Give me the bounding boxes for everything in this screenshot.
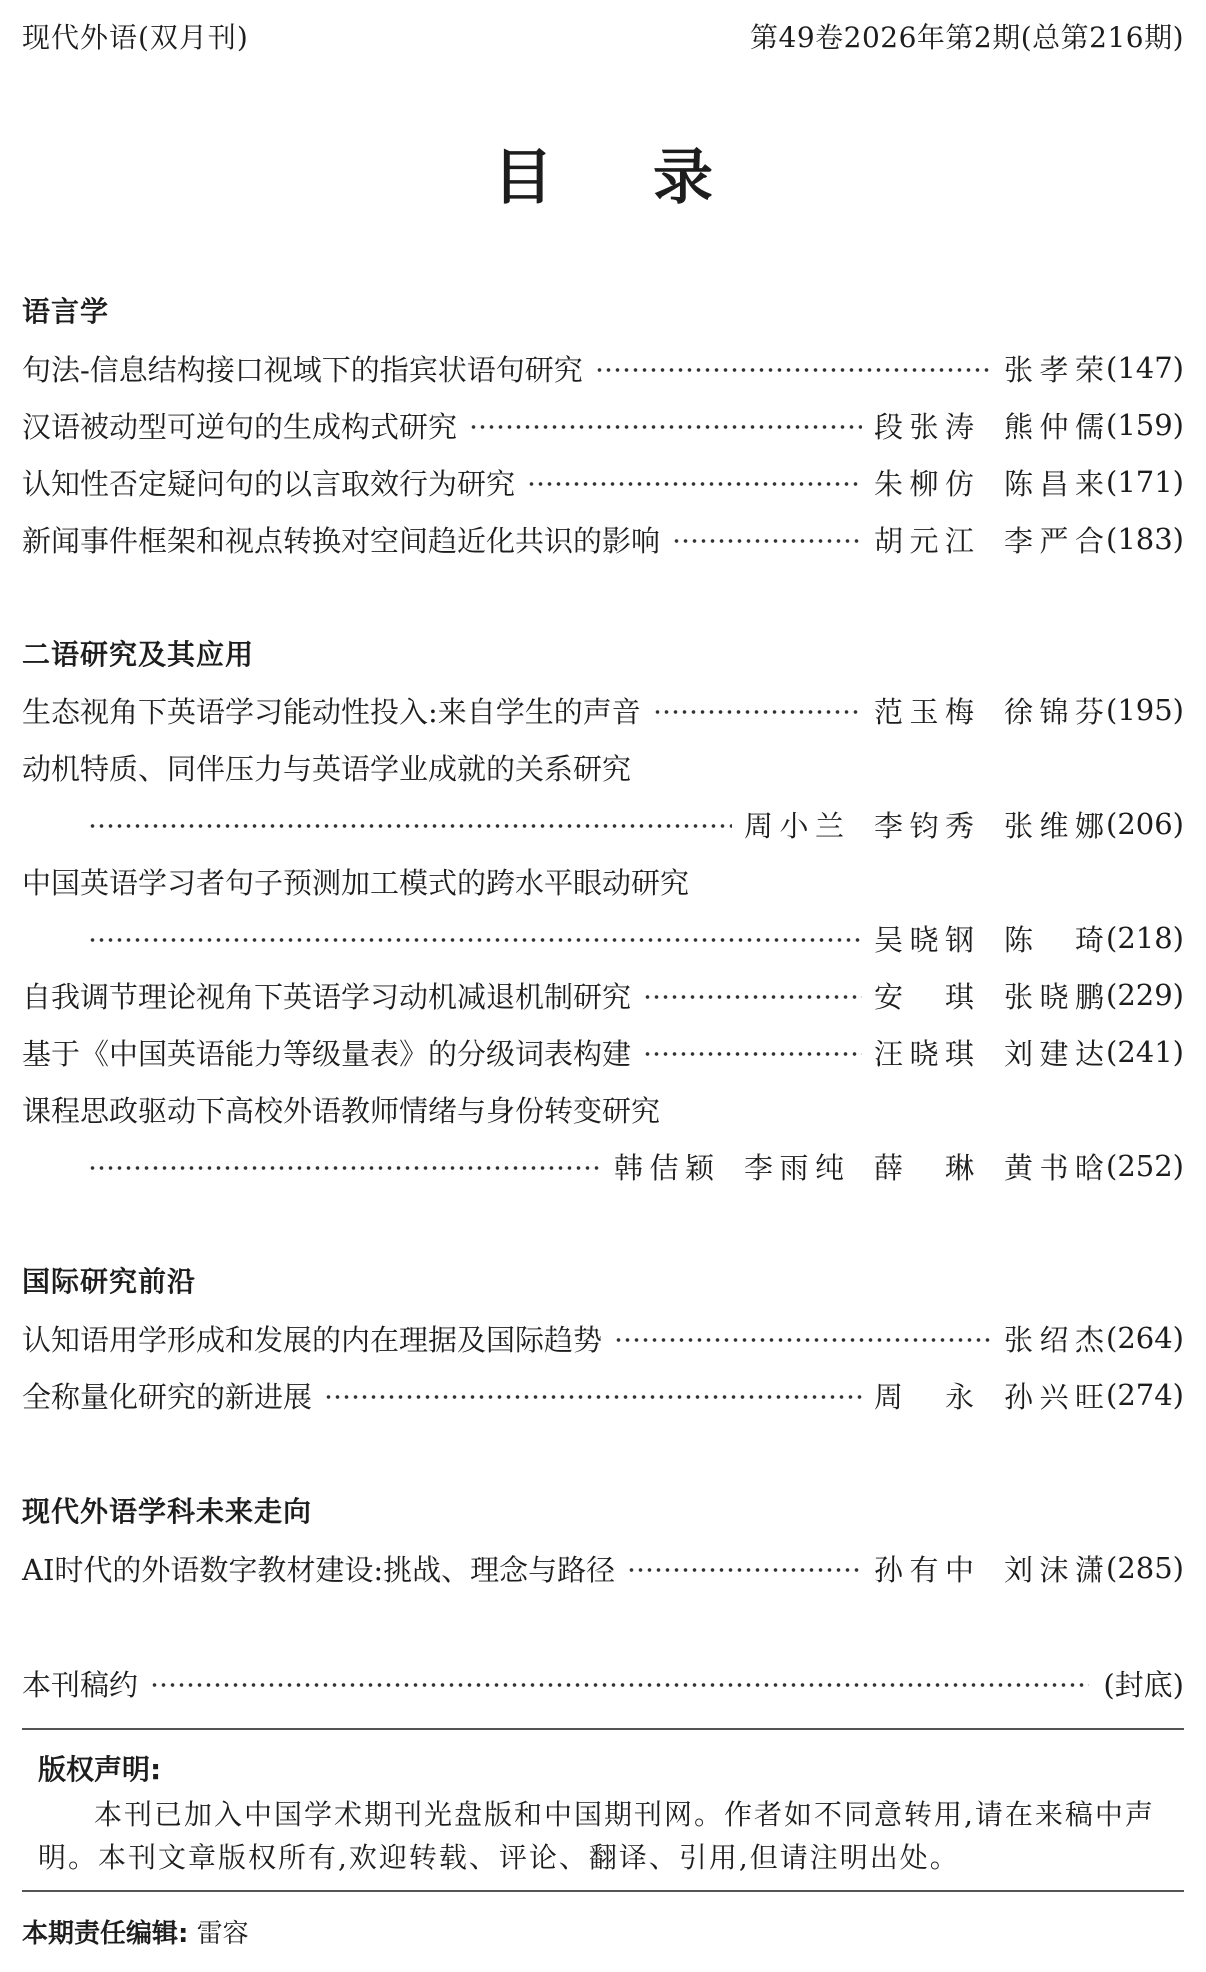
author-name: 吴晓钢: [874, 922, 975, 957]
author-name: 徐锦芬: [1004, 694, 1105, 729]
page-number: (195): [1106, 693, 1184, 727]
article-title: 中国英语学习者句子预测加工模式的跨水平眼动研究: [22, 865, 690, 900]
dot-leader: [88, 823, 732, 829]
article-title: 动机特质、同伴压力与英语学业成就的关系研究: [22, 751, 632, 786]
section-title-sla: 二语研究及其应用: [22, 638, 255, 671]
toc-entry[interactable]: [22, 348, 1184, 388]
author-name: 朱柳仿: [874, 466, 975, 501]
page-number: (206): [1106, 807, 1184, 841]
page-number: (218): [1106, 921, 1184, 955]
author-name: 周永: [874, 1379, 975, 1414]
author-name: 刘沫潇: [1004, 1552, 1105, 1587]
dot-leader: [595, 367, 992, 373]
toc-entry[interactable]: [22, 405, 1184, 445]
page-number: (241): [1106, 1035, 1184, 1069]
section-title-future: 现代外语学科未来走向: [22, 1495, 313, 1528]
article-title: 认知性否定疑问句的以言取效行为研究: [22, 466, 516, 501]
dot-leader: [88, 937, 862, 943]
author-list: [874, 1032, 1104, 1073]
issue-info: 第49卷2026年第2期(总第216期): [750, 21, 1184, 54]
author-name: 熊仲儒: [1004, 409, 1105, 444]
section-title-international: 国际研究前沿: [22, 1265, 197, 1298]
toc-entry[interactable]: [22, 690, 1184, 730]
dot-leader: [672, 538, 862, 544]
call-for-papers-title: 本刊稿约: [22, 1667, 139, 1702]
author-list: [614, 1146, 1104, 1187]
author-name: 黄书晗: [1004, 1150, 1105, 1185]
toc-entry[interactable]: [22, 1375, 1184, 1415]
dot-leader: [614, 1337, 992, 1343]
toc-entry-author-line[interactable]: [88, 918, 1184, 958]
copyright-title: 版权声明:: [38, 1753, 162, 1786]
author-name: 韩佶颖: [614, 1150, 715, 1185]
toc-entry-title-line[interactable]: [22, 861, 1184, 901]
author-name: 薛琳: [874, 1150, 975, 1185]
page-number: (252): [1106, 1149, 1184, 1183]
article-title: 自我调节理论视角下英语学习动机减退机制研究: [22, 979, 632, 1014]
toc-entry[interactable]: [22, 1032, 1184, 1072]
divider: [22, 1728, 1184, 1730]
dot-leader: [527, 481, 862, 487]
author-name: 汪晓琪: [874, 1036, 975, 1071]
author-list: [874, 462, 1104, 503]
article-title: 生态视角下英语学习能动性投入:来自学生的声音: [22, 694, 641, 729]
author-name: 李钧秀: [874, 808, 975, 843]
toc-entry[interactable]: [22, 1318, 1184, 1358]
author-list: [874, 690, 1104, 731]
toc-entry[interactable]: [22, 519, 1184, 559]
author-name: 李严合: [1004, 523, 1105, 558]
editor-line: [22, 1913, 249, 1950]
author-name: 安琪: [874, 979, 975, 1014]
dot-leader: [653, 709, 862, 715]
toc-entry-title-line[interactable]: [22, 747, 1184, 787]
page-number: (147): [1106, 351, 1184, 385]
dot-leader: [469, 424, 862, 430]
dot-leader: [627, 1567, 862, 1573]
editor-name: 雷容: [196, 1919, 249, 1949]
page-number: (封底): [1103, 1667, 1184, 1702]
call-for-papers-entry[interactable]: [22, 1663, 1184, 1703]
article-title: 基于《中国英语能力等级量表》的分级词表构建: [22, 1036, 632, 1071]
dot-leader: [88, 1165, 602, 1171]
article-title: AI时代的外语数字教材建设:挑战、理念与路径: [22, 1552, 616, 1587]
author-list: [1004, 348, 1104, 389]
author-list: [874, 519, 1104, 560]
toc-entry[interactable]: [22, 1548, 1184, 1588]
page-number: (229): [1106, 978, 1184, 1012]
toc-entry-author-line[interactable]: [88, 804, 1184, 844]
page-number: (285): [1106, 1551, 1184, 1585]
dot-leader: [643, 1051, 862, 1057]
copyright-body: 本刊已加入中国学术期刊光盘版和中国期刊网。作者如不同意转用,请在来稿中声明。本刊文章版权所有,欢迎转载、评论、翻译、引用,但请注明出处。: [38, 1798, 1155, 1874]
author-list: [874, 975, 1104, 1016]
author-name: 周小兰: [744, 808, 845, 843]
section-title-linguistics: 语言学: [22, 295, 110, 328]
page-number: (274): [1106, 1378, 1184, 1412]
toc-entry-title-line[interactable]: [22, 1089, 1184, 1129]
toc-entry-author-line[interactable]: [88, 1146, 1184, 1186]
page-number: (159): [1106, 408, 1184, 442]
toc-entry[interactable]: [22, 975, 1184, 1015]
author-name: 范玉梅: [874, 694, 975, 729]
author-name: 张绍杰: [1004, 1322, 1105, 1357]
page-number: (171): [1106, 465, 1184, 499]
author-list: [874, 1375, 1104, 1416]
toc-entry[interactable]: [22, 462, 1184, 502]
author-list: [874, 405, 1104, 446]
author-name: 陈昌来: [1004, 466, 1105, 501]
page-number: (183): [1106, 522, 1184, 556]
author-list: [1004, 1318, 1104, 1359]
journal-name: 现代外语(双月刊): [22, 21, 249, 54]
author-list: [874, 918, 1104, 959]
author-name: 孙兴旺: [1004, 1379, 1105, 1414]
author-list: [874, 1548, 1104, 1589]
author-name: 段张涛: [874, 409, 975, 444]
author-name: 胡元江: [874, 523, 975, 558]
editor-label: 本期责任编辑:: [22, 1919, 189, 1949]
page-title: 目录: [493, 143, 813, 213]
article-title: 新闻事件框架和视点转换对空间趋近化共识的影响: [22, 523, 661, 558]
author-list: [744, 804, 1104, 845]
divider: [22, 1890, 1184, 1892]
dot-leader: [643, 994, 862, 1000]
author-name: 李雨纯: [744, 1150, 845, 1185]
article-title: 认知语用学形成和发展的内在理据及国际趋势: [22, 1322, 603, 1357]
author-name: 张晓鹏: [1004, 979, 1105, 1014]
author-name: 孙有中: [874, 1552, 975, 1587]
dot-leader: [324, 1394, 862, 1400]
author-name: 张孝荣: [1004, 352, 1105, 387]
article-title: 课程思政驱动下高校外语教师情绪与身份转变研究: [22, 1093, 661, 1128]
author-name: 刘建达: [1004, 1036, 1105, 1071]
dot-leader: [150, 1682, 1089, 1688]
article-title: 全称量化研究的新进展: [22, 1379, 313, 1414]
author-name: 张维娜: [1004, 808, 1105, 843]
article-title: 句法-信息结构接口视域下的指宾状语句研究: [22, 352, 583, 387]
article-title: 汉语被动型可逆句的生成构式研究: [22, 409, 458, 444]
page-number: (264): [1106, 1321, 1184, 1355]
author-name: 陈琦: [1004, 922, 1105, 957]
